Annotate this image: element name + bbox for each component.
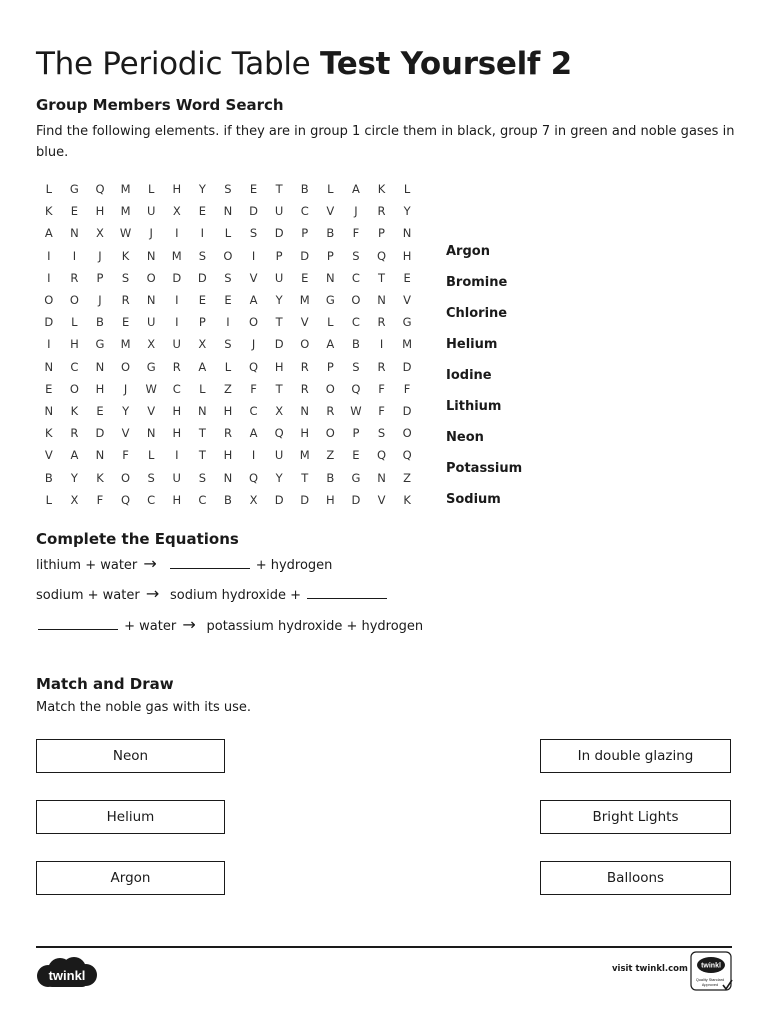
- grid-row: [36, 466, 420, 488]
- equation-2: [36, 585, 389, 603]
- grid-letter[interactable]: K: [45, 204, 53, 219]
- grid-letter[interactable]: H: [95, 381, 105, 396]
- grid-letter[interactable]: N: [377, 470, 386, 485]
- grid-letter[interactable]: J: [354, 204, 358, 219]
- grid-letter[interactable]: A: [70, 448, 79, 463]
- grid-letter[interactable]: A: [44, 226, 53, 241]
- grid-letter[interactable]: K: [121, 248, 130, 263]
- grid-letter[interactable]: K: [377, 182, 386, 197]
- grid-letter[interactable]: L: [327, 315, 334, 330]
- match-left-neon[interactable]: Neon: [36, 739, 225, 773]
- grid-letter[interactable]: R: [70, 270, 79, 285]
- footer-divider: [36, 946, 732, 948]
- grid-letter[interactable]: F: [250, 381, 257, 396]
- grid-letter[interactable]: R: [377, 359, 386, 374]
- grid-letter[interactable]: E: [352, 448, 360, 463]
- grid-letter[interactable]: B: [351, 337, 360, 352]
- grid-letter[interactable]: X: [147, 337, 156, 352]
- grid-letter[interactable]: U: [274, 204, 284, 219]
- logo-text: twinkl: [48, 968, 86, 983]
- grid-letter[interactable]: S: [352, 248, 360, 263]
- grid-letter[interactable]: N: [300, 403, 310, 418]
- grid-letter[interactable]: R: [172, 359, 181, 374]
- grid-letter[interactable]: D: [300, 248, 310, 263]
- word-search-grid: [36, 178, 420, 511]
- grid-letter[interactable]: I: [47, 337, 51, 352]
- grid-letter[interactable]: V: [44, 448, 53, 463]
- grid-letter[interactable]: I: [251, 448, 256, 463]
- grid-letter[interactable]: X: [70, 492, 79, 507]
- grid-letter[interactable]: S: [224, 270, 232, 285]
- grid-letter[interactable]: C: [249, 403, 258, 418]
- grid-letter[interactable]: C: [147, 492, 156, 507]
- word-list: [446, 240, 522, 519]
- grid-letter[interactable]: H: [172, 182, 182, 197]
- grid-letter[interactable]: Y: [70, 470, 78, 485]
- grid-letter[interactable]: R: [300, 359, 309, 374]
- grid-letter[interactable]: P: [301, 226, 309, 241]
- grid-letter[interactable]: U: [172, 470, 181, 485]
- grid-letter[interactable]: R: [300, 381, 309, 396]
- grid-letter[interactable]: L: [224, 359, 232, 374]
- equation-1-blank[interactable]: [170, 555, 250, 569]
- equation-2-products: sodium hydroxide +: [169, 588, 301, 603]
- grid-letter[interactable]: I: [379, 337, 384, 352]
- grid-row: [36, 489, 420, 511]
- grid-letter[interactable]: X: [275, 403, 284, 418]
- grid-row: [36, 289, 420, 311]
- equation-2-blank[interactable]: [307, 585, 387, 599]
- grid-letter[interactable]: E: [249, 182, 258, 197]
- grid-letter[interactable]: J: [98, 248, 102, 263]
- grid-letter[interactable]: N: [223, 470, 233, 485]
- badge-caption-2: Approved: [701, 983, 719, 987]
- grid-letter[interactable]: J: [98, 293, 102, 308]
- grid-letter[interactable]: O: [249, 315, 259, 330]
- grid-letter[interactable]: D: [300, 492, 310, 507]
- grid-letter[interactable]: N: [326, 270, 335, 285]
- equation-2-reactants: sodium + water: [36, 588, 140, 603]
- grid-letter[interactable]: A: [249, 426, 258, 441]
- grid-letter[interactable]: T: [378, 270, 386, 285]
- grid-letter[interactable]: C: [198, 492, 207, 507]
- grid-letter[interactable]: F: [352, 226, 360, 241]
- grid-letter[interactable]: O: [121, 470, 131, 485]
- arrow-icon: →: [182, 615, 196, 634]
- grid-letter[interactable]: H: [172, 426, 182, 441]
- grid-letter[interactable]: R: [377, 204, 386, 219]
- grid-letter[interactable]: E: [121, 315, 130, 330]
- grid-letter[interactable]: Q: [376, 448, 387, 463]
- grid-letter[interactable]: N: [146, 293, 156, 308]
- grid-row: [36, 178, 420, 200]
- match-left-helium[interactable]: Helium: [36, 800, 225, 834]
- grid-row: [36, 333, 420, 355]
- grid-letter[interactable]: T: [198, 448, 206, 463]
- equation-3-reactants: + water: [124, 619, 177, 634]
- grid-letter[interactable]: T: [301, 470, 309, 485]
- grid-letter[interactable]: U: [172, 337, 181, 352]
- grid-letter[interactable]: Q: [351, 381, 361, 396]
- grid-row: [36, 444, 420, 466]
- grid-letter[interactable]: M: [402, 337, 413, 352]
- grid-letter[interactable]: I: [175, 315, 179, 330]
- grid-letter[interactable]: M: [120, 337, 131, 352]
- grid-letter[interactable]: M: [120, 204, 131, 219]
- word-item: Lithium: [446, 399, 502, 414]
- grid-letter[interactable]: V: [147, 403, 156, 418]
- grid-letter[interactable]: R: [326, 403, 335, 418]
- word-item: Helium: [446, 337, 498, 352]
- grid-letter[interactable]: O: [69, 293, 79, 308]
- grid-letter[interactable]: Y: [275, 470, 283, 485]
- grid-letter[interactable]: L: [147, 182, 155, 197]
- equation-3-blank[interactable]: [38, 616, 118, 630]
- grid-letter[interactable]: N: [402, 226, 412, 241]
- equation-3: [36, 616, 423, 634]
- badge-caption-1: Quality Standard: [695, 978, 725, 982]
- grid-letter[interactable]: G: [351, 470, 361, 485]
- grid-letter[interactable]: Q: [249, 470, 259, 485]
- grid-letter[interactable]: N: [146, 248, 156, 263]
- grid-letter[interactable]: V: [121, 426, 130, 441]
- grid-letter[interactable]: I: [175, 293, 179, 308]
- grid-letter[interactable]: O: [146, 270, 156, 285]
- grid-letter[interactable]: O: [325, 381, 335, 396]
- grid-letter[interactable]: M: [171, 248, 182, 263]
- match-instructions: Match the noble gas with its use.: [36, 700, 252, 715]
- grid-letter[interactable]: X: [249, 492, 258, 507]
- word-item: Chlorine: [446, 306, 508, 321]
- grid-letter[interactable]: B: [44, 470, 53, 485]
- grid-letter[interactable]: I: [251, 248, 256, 263]
- word-item: Iodine: [446, 368, 492, 383]
- grid-letter[interactable]: J: [123, 381, 128, 396]
- grid-letter[interactable]: D: [402, 403, 412, 418]
- grid-letter[interactable]: X: [96, 226, 104, 241]
- grid-row: [36, 422, 420, 444]
- grid-letter[interactable]: S: [121, 270, 130, 285]
- grid-letter[interactable]: E: [301, 270, 309, 285]
- grid-letter[interactable]: Q: [121, 492, 131, 507]
- grid-row: [36, 267, 420, 289]
- grid-letter[interactable]: I: [47, 270, 51, 285]
- grid-letter[interactable]: F: [378, 403, 385, 418]
- grid-letter[interactable]: S: [352, 359, 360, 374]
- grid-letter[interactable]: N: [70, 226, 79, 241]
- wordsearch-instructions: Find the following elements. if they are in group 1 circle them in black, group 7 in green and noble gases in blue.: [36, 124, 735, 160]
- grid-letter[interactable]: S: [249, 226, 258, 241]
- grid-letter[interactable]: Z: [224, 381, 232, 396]
- grid-row: [36, 311, 420, 333]
- grid-letter[interactable]: C: [172, 381, 181, 396]
- grid-letter[interactable]: L: [147, 448, 155, 463]
- grid-letter[interactable]: H: [223, 403, 233, 418]
- grid-letter[interactable]: B: [96, 315, 104, 330]
- grid-letter[interactable]: F: [403, 381, 411, 396]
- grid-letter[interactable]: W: [350, 403, 362, 418]
- grid-letter[interactable]: D: [402, 359, 412, 374]
- grid-row: [36, 200, 420, 222]
- grid-letter[interactable]: F: [96, 492, 104, 507]
- grid-letter[interactable]: Y: [403, 204, 411, 219]
- grid-letter[interactable]: P: [326, 359, 334, 374]
- grid-letter[interactable]: L: [45, 182, 52, 197]
- wordsearch-heading: Group Members Word Search: [36, 96, 284, 114]
- grid-letter[interactable]: B: [326, 226, 335, 241]
- equation-3-products: potassium hydroxide + hydrogen: [206, 619, 424, 634]
- grid-letter[interactable]: V: [377, 492, 386, 507]
- grid-letter[interactable]: P: [198, 315, 206, 330]
- grid-row: [36, 378, 420, 400]
- grid-letter[interactable]: D: [95, 426, 105, 441]
- grid-letter[interactable]: N: [198, 403, 207, 418]
- grid-letter[interactable]: G: [69, 182, 79, 197]
- grid-letter[interactable]: K: [45, 426, 53, 441]
- grid-letter[interactable]: I: [72, 248, 77, 263]
- grid-letter[interactable]: H: [172, 403, 182, 418]
- grid-letter[interactable]: H: [223, 448, 233, 463]
- grid-letter[interactable]: M: [120, 182, 131, 197]
- grid-letter[interactable]: Z: [326, 448, 335, 463]
- grid-letter[interactable]: L: [224, 226, 232, 241]
- badge-logo-text: twinkl: [701, 962, 721, 970]
- grid-letter[interactable]: J: [149, 226, 153, 241]
- grid-letter[interactable]: V: [403, 293, 412, 308]
- grid-letter[interactable]: H: [300, 426, 310, 441]
- grid-letter[interactable]: J: [251, 337, 256, 352]
- grid-letter[interactable]: O: [121, 359, 131, 374]
- grid-letter[interactable]: N: [146, 426, 156, 441]
- grid-row: [36, 356, 420, 378]
- match-right-balloons[interactable]: Balloons: [540, 861, 731, 895]
- grid-letter[interactable]: O: [44, 293, 54, 308]
- grid-letter[interactable]: N: [44, 403, 54, 418]
- grid-letter[interactable]: G: [325, 293, 335, 308]
- grid-letter[interactable]: L: [71, 315, 78, 330]
- grid-letter[interactable]: P: [326, 248, 334, 263]
- grid-letter[interactable]: Y: [275, 293, 283, 308]
- equation-1: [36, 555, 332, 573]
- word-item: Potassium: [446, 461, 523, 476]
- grid-letter[interactable]: X: [172, 204, 181, 219]
- word-item: Argon: [446, 244, 490, 259]
- grid-letter[interactable]: L: [199, 381, 206, 396]
- grid-letter[interactable]: H: [172, 492, 182, 507]
- grid-letter[interactable]: A: [351, 182, 360, 197]
- grid-letter[interactable]: H: [70, 337, 79, 352]
- grid-letter[interactable]: Q: [274, 426, 284, 441]
- grid-letter[interactable]: K: [403, 492, 411, 507]
- grid-letter[interactable]: M: [299, 448, 310, 463]
- grid-letter[interactable]: I: [47, 248, 51, 263]
- arrow-icon: →: [143, 554, 157, 573]
- equation-1-reactants: lithium + water: [36, 558, 138, 573]
- grid-letter[interactable]: N: [95, 448, 105, 463]
- grid-letter[interactable]: X: [198, 337, 207, 352]
- grid-letter[interactable]: A: [198, 359, 207, 374]
- grid-letter[interactable]: C: [351, 270, 360, 285]
- grid-letter[interactable]: T: [275, 381, 283, 396]
- grid-letter[interactable]: G: [95, 337, 105, 352]
- grid-letter[interactable]: K: [96, 470, 104, 485]
- grid-letter[interactable]: O: [300, 337, 310, 352]
- grid-letter[interactable]: E: [96, 403, 104, 418]
- grid-letter[interactable]: S: [198, 248, 207, 263]
- grid-letter[interactable]: R: [121, 293, 130, 308]
- grid-letter[interactable]: O: [223, 248, 233, 263]
- grid-letter[interactable]: D: [274, 226, 284, 241]
- grid-letter[interactable]: C: [300, 204, 309, 219]
- grid-letter[interactable]: T: [275, 182, 283, 197]
- grid-letter[interactable]: Q: [376, 248, 387, 263]
- grid-letter[interactable]: V: [300, 315, 309, 330]
- grid-letter[interactable]: U: [146, 315, 156, 330]
- grid-letter[interactable]: D: [274, 337, 284, 352]
- title-light: The Periodic Table: [36, 46, 311, 82]
- grid-letter[interactable]: V: [326, 204, 335, 219]
- grid-letter[interactable]: L: [327, 182, 334, 197]
- word-item: Bromine: [446, 275, 508, 290]
- grid-letter[interactable]: H: [274, 359, 284, 374]
- grid-letter[interactable]: Q: [95, 182, 105, 197]
- equations-heading: Complete the Equations: [36, 530, 239, 548]
- grid-letter[interactable]: B: [224, 492, 232, 507]
- grid-letter[interactable]: T: [198, 426, 206, 441]
- twinkl-logo-icon: [36, 956, 98, 990]
- grid-letter[interactable]: N: [377, 293, 386, 308]
- grid-letter[interactable]: E: [198, 293, 206, 308]
- grid-letter[interactable]: N: [223, 204, 233, 219]
- grid-letter[interactable]: P: [275, 248, 283, 263]
- grid-letter[interactable]: S: [224, 337, 232, 352]
- grid-letter[interactable]: Q: [402, 448, 412, 463]
- grid-letter[interactable]: E: [224, 293, 232, 308]
- grid-letter[interactable]: E: [70, 204, 79, 219]
- grid-letter[interactable]: H: [326, 492, 335, 507]
- grid-letter[interactable]: L: [403, 182, 411, 197]
- grid-letter[interactable]: D: [274, 492, 284, 507]
- grid-letter[interactable]: D: [249, 204, 258, 219]
- grid-letter[interactable]: O: [351, 293, 361, 308]
- match-left-argon[interactable]: Argon: [36, 861, 225, 895]
- quality-badge-icon: [690, 951, 734, 993]
- page-title: [36, 46, 572, 82]
- grid-letter[interactable]: F: [378, 381, 385, 396]
- grid-letter[interactable]: R: [70, 426, 79, 441]
- grid-letter[interactable]: M: [299, 293, 310, 308]
- grid-letter[interactable]: I: [200, 226, 205, 241]
- match-heading: Match and Draw: [36, 675, 174, 693]
- word-item: Neon: [446, 430, 484, 445]
- grid-letter[interactable]: E: [403, 270, 411, 285]
- grid-letter[interactable]: I: [226, 315, 230, 330]
- grid-letter[interactable]: A: [326, 337, 335, 352]
- grid-letter[interactable]: W: [119, 226, 132, 241]
- grid-letter[interactable]: D: [197, 270, 207, 285]
- grid-letter[interactable]: P: [378, 226, 385, 241]
- grid-letter[interactable]: L: [45, 492, 52, 507]
- match-right-bright-lights[interactable]: Bright Lights: [540, 800, 731, 834]
- grid-letter[interactable]: C: [351, 315, 360, 330]
- grid-letter[interactable]: E: [198, 204, 206, 219]
- grid-letter[interactable]: R: [377, 315, 386, 330]
- grid-letter[interactable]: D: [172, 270, 182, 285]
- grid-letter[interactable]: H: [95, 204, 105, 219]
- grid-letter[interactable]: I: [175, 226, 179, 241]
- grid-letter[interactable]: H: [402, 248, 412, 263]
- grid-letter[interactable]: U: [146, 204, 156, 219]
- grid-letter[interactable]: B: [326, 470, 335, 485]
- grid-row: [36, 245, 420, 267]
- grid-letter[interactable]: P: [352, 426, 360, 441]
- grid-letter[interactable]: Y: [198, 182, 206, 197]
- arrow-icon: →: [145, 584, 160, 603]
- grid-letter[interactable]: F: [122, 448, 129, 463]
- grid-letter[interactable]: A: [249, 293, 258, 308]
- grid-letter[interactable]: S: [147, 470, 155, 485]
- grid-letter[interactable]: O: [325, 426, 335, 441]
- grid-letter[interactable]: Q: [249, 359, 259, 374]
- grid-letter[interactable]: D: [44, 315, 54, 330]
- grid-letter[interactable]: C: [70, 359, 79, 374]
- grid-letter[interactable]: O: [402, 426, 412, 441]
- grid-row: [36, 222, 420, 244]
- match-right-double-glazing[interactable]: In double glazing: [540, 739, 731, 773]
- word-item: Sodium: [446, 492, 501, 507]
- grid-letter[interactable]: S: [198, 470, 207, 485]
- title-bold: Test Yourself 2: [320, 46, 572, 82]
- grid-letter[interactable]: E: [45, 381, 53, 396]
- grid-letter[interactable]: U: [274, 270, 284, 285]
- grid-letter[interactable]: D: [351, 492, 361, 507]
- grid-letter[interactable]: V: [249, 270, 258, 285]
- grid-letter[interactable]: G: [146, 359, 156, 374]
- grid-letter[interactable]: S: [224, 182, 232, 197]
- grid-letter[interactable]: S: [377, 426, 386, 441]
- grid-letter[interactable]: Y: [122, 403, 130, 418]
- grid-letter[interactable]: P: [96, 270, 104, 285]
- grid-letter[interactable]: N: [95, 359, 105, 374]
- grid-letter[interactable]: R: [223, 426, 232, 441]
- grid-letter[interactable]: U: [274, 448, 284, 463]
- equation-1-products: + hydrogen: [255, 558, 333, 573]
- grid-letter[interactable]: I: [175, 448, 179, 463]
- grid-letter[interactable]: B: [300, 182, 309, 197]
- grid-letter[interactable]: W: [145, 381, 157, 396]
- grid-letter[interactable]: K: [70, 403, 79, 418]
- visit-link[interactable]: visit twinkl.com: [612, 964, 688, 974]
- grid-letter[interactable]: O: [69, 381, 79, 396]
- grid-letter[interactable]: T: [275, 315, 283, 330]
- grid-letter[interactable]: N: [44, 359, 54, 374]
- grid-row: [36, 400, 420, 422]
- grid-letter[interactable]: Z: [403, 470, 412, 485]
- grid-letter[interactable]: G: [402, 315, 412, 330]
